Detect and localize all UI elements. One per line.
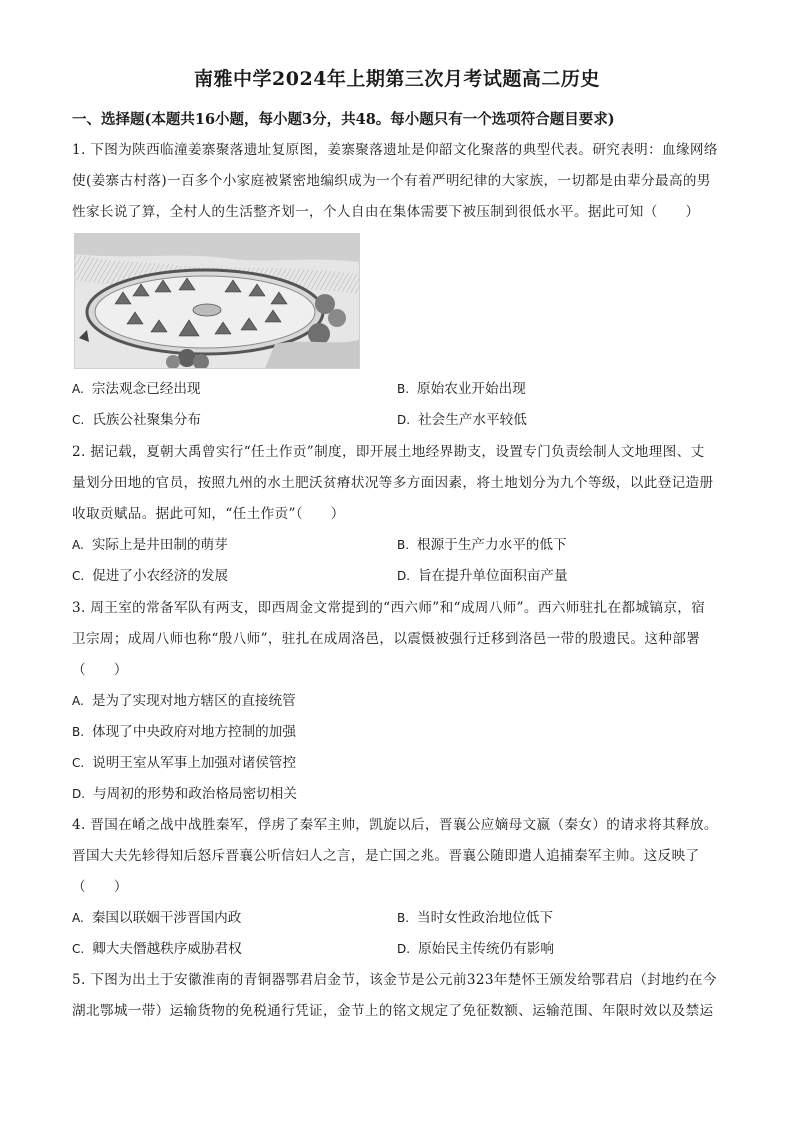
q4-option-d[interactable] — [397, 939, 554, 959]
option-text: 根源于生产力水平的低下 — [417, 537, 567, 553]
exam-title: 南雅中学2024年上期第三次月考试题高二历史 — [194, 68, 600, 90]
q3-option-b[interactable] — [72, 722, 296, 742]
option-letter: D. — [72, 787, 86, 801]
q3-option-d[interactable] — [72, 784, 297, 804]
q1-option-a[interactable] — [72, 379, 201, 399]
q4-option-a[interactable] — [72, 908, 241, 928]
q4-line-3: （ ） — [72, 879, 128, 895]
q2-line-1: 2. 据记载，夏朝大禹曾实行“任土作贡”制度，即开展土地经界勘支，设置专门负责绘制人文地理图、丈 — [72, 444, 705, 460]
option-letter: C. — [72, 942, 85, 956]
q4-option-b[interactable] — [397, 908, 553, 928]
q3-line-2: 卫宗周；成周八师也称“殷八师”，驻扎在成周洛邑，以震慑被强行迁移到洛邑一带的殷遗民。这种部署 — [72, 631, 701, 647]
option-letter: B. — [397, 538, 410, 552]
q1-line-3: 性家长说了算，全村人的生活整齐划一，个人自由在集体需要下被压制到很低水平。据此可知（ ） — [72, 204, 700, 220]
option-letter: B. — [397, 911, 410, 925]
q1-line-2: 使(姜寨古村落)一百多个小家庭被紧密地编织成为一个有着严明纪律的大家族，一切都是由辈分最高的男 — [72, 173, 711, 189]
option-letter: A. — [72, 694, 84, 708]
q3-option-a[interactable] — [72, 691, 296, 711]
q2-option-b[interactable] — [397, 535, 567, 555]
option-text: 是为了实现对地方辖区的直接统管 — [91, 693, 296, 709]
option-letter: A. — [72, 911, 84, 925]
option-letter: D. — [397, 413, 411, 427]
q2-line-2: 量划分田地的官员，按照九州的水土肥沃贫瘠状况等多方面因素，将土地划分为九个等级，以此登记造册 — [72, 475, 714, 491]
q3-option-c[interactable] — [72, 753, 296, 773]
option-text: 与周初的形势和政治格局密切相关 — [93, 786, 297, 802]
option-letter: B. — [397, 382, 410, 396]
q3-line-3: （ ） — [72, 662, 128, 678]
q2-option-a[interactable] — [72, 535, 228, 555]
jiangzhai-settlement-illustration — [74, 233, 360, 369]
q5-line-2: 湖北鄂城一带）运输货物的免税通行凭证，金节上的铭文规定了免征数额、运输范围、年限时效以及禁运 — [72, 1003, 714, 1019]
q4-option-c[interactable] — [72, 939, 242, 959]
option-text: 体现了中央政府对地方控制的加强 — [92, 724, 296, 740]
option-text: 原始民主传统仍有影响 — [418, 941, 554, 957]
option-letter: C. — [72, 756, 85, 770]
option-letter: D. — [397, 569, 411, 583]
q1-option-b[interactable] — [397, 379, 526, 399]
option-text: 促进了小农经济的发展 — [92, 568, 229, 584]
q4-line-1: 4. 晋国在崤之战中战胜秦军，俘虏了秦军主帅，凯旋以后，晋襄公应嫡母文嬴（秦女）的请求将其释放。 — [72, 817, 718, 833]
q4-line-2: 晋国大夫先轸得知后怒斥晋襄公听信妇人之言，是亡国之兆。晋襄公随即遣人追捕秦军主帅。这反映了 — [72, 848, 700, 864]
option-text: 旨在提升单位面积亩产量 — [418, 568, 568, 584]
option-letter: A. — [72, 538, 84, 552]
option-letter: B. — [72, 725, 85, 739]
option-text: 卿大夫僭越秩序威胁君权 — [92, 941, 242, 957]
option-letter: A. — [72, 382, 84, 396]
q1-option-c[interactable] — [72, 410, 201, 430]
q5-line-1: 5. 下图为出土于安徽淮南的青铜器鄂君启金节，该金节是公元前323年楚怀王颁发给鄂君启（封地约在今 — [72, 972, 717, 988]
option-text: 当时女性政治地位低下 — [417, 910, 553, 926]
q2-line-3: 收取贡赋品。据此可知，“任土作贡”（ ） — [72, 506, 345, 522]
q2-option-d[interactable] — [397, 566, 568, 586]
option-text: 实际上是井田制的萌芽 — [91, 537, 228, 553]
section-heading: 一、选择题(本题共16小题，每小题3分，共48。每小题只有一个选项符合题目要求) — [72, 111, 615, 128]
q1-line-1: 1. 下图为陕西临潼姜寨聚落遗址复原图，姜寨聚落遗址是仰韶文化聚落的典型代表。研究表明：血缘网络 — [72, 142, 718, 158]
option-letter: C. — [72, 413, 85, 427]
q1-option-d[interactable] — [397, 410, 527, 430]
option-text: 说明王室从军事上加强对诸侯管控 — [92, 755, 297, 771]
option-letter: D. — [397, 942, 411, 956]
option-text: 社会生产水平较低 — [418, 412, 527, 428]
q2-option-c[interactable] — [72, 566, 228, 586]
option-text: 氏族公社聚集分布 — [92, 412, 201, 428]
option-letter: C. — [72, 569, 85, 583]
option-text: 秦国以联姻干涉晋国内政 — [91, 910, 242, 926]
option-text: 宗法观念已经出现 — [91, 381, 201, 397]
q3-line-1: 3. 周王室的常备军队有两支，即西周金文常提到的“西六师”和“成周八师”。西六师驻扎在都城镐京，宿 — [72, 600, 706, 616]
option-text: 原始农业开始出现 — [417, 381, 526, 397]
